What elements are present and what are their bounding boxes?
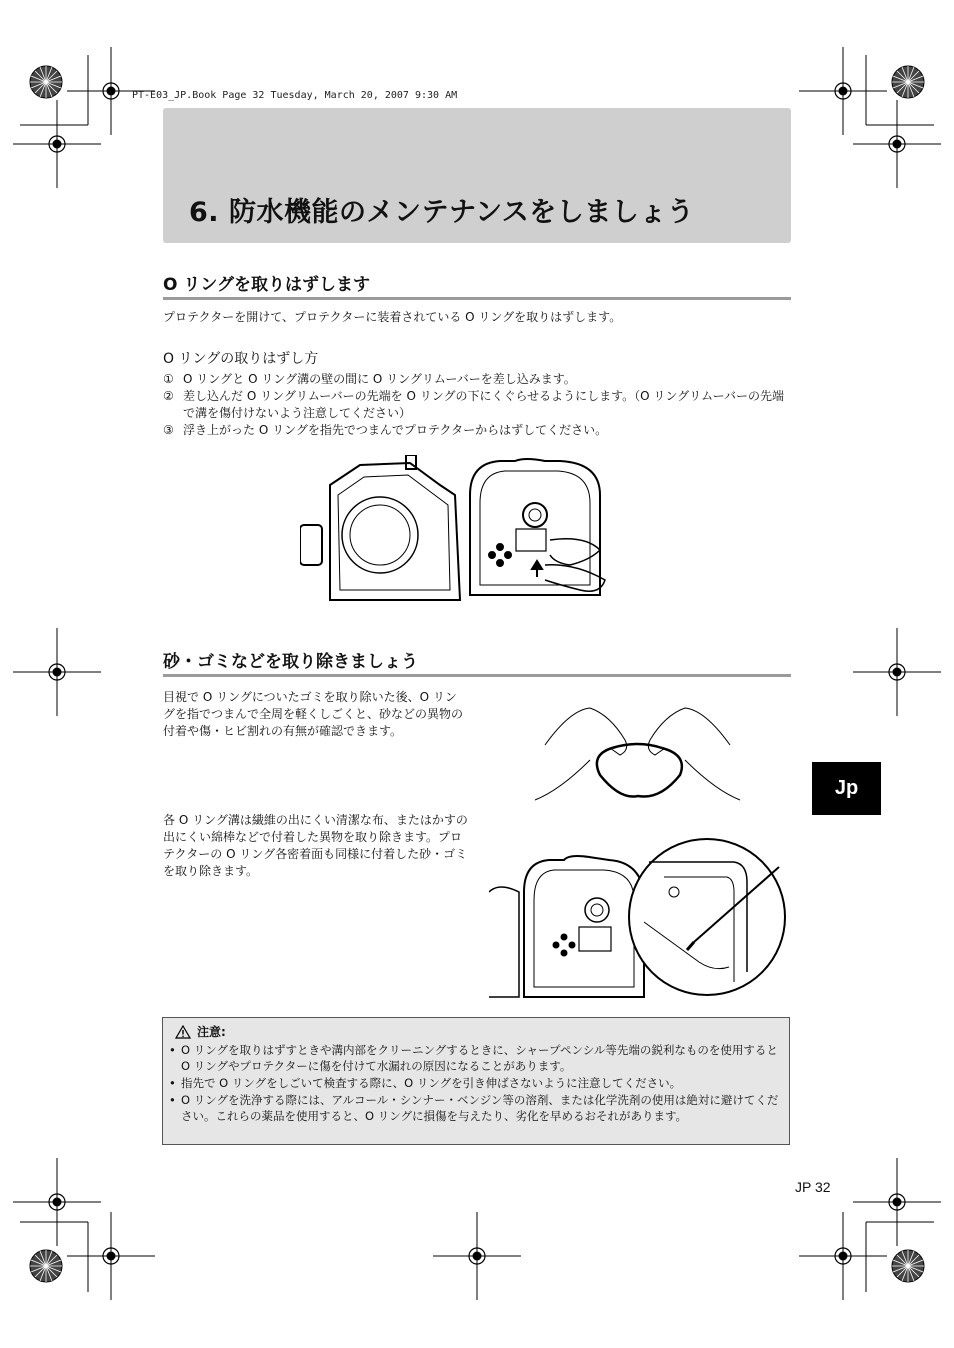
housing-open-illustration xyxy=(300,455,620,613)
subheading-removal-method: O リングの取りはずし方 xyxy=(163,351,319,367)
chapter-title: 6. 防水機能のメンテナンスをしましょう xyxy=(189,197,695,228)
section-heading-remove-oring: O リングを取りはずします xyxy=(163,270,791,300)
step-number: ③ xyxy=(163,423,174,437)
step-text: 浮き上がった O リングを指先でつまんでプロテクターからはずしてください。 xyxy=(183,423,608,437)
caution-title: 注意: xyxy=(197,1025,226,1039)
caution-item: • O リングを洗浄する際には、アルコール・シンナー・ベンジン等の溶剤、または化学洗剤の使用は絶対に避けてください。これらの薬品を使用すると、O リングに損傷を与えたり、劣化を早めるおそれがあります。 xyxy=(169,1092,785,1124)
caution-item: • O リングを取りはずすときや溝内部をクリーニングするときに、シャープペンシル等先端の鋭利なものを使用すると O リングやプロテクターに傷を付けて水漏れの原因になることがあります。 xyxy=(169,1042,785,1074)
clean-paragraph-2: 各 O リング溝は繊維の出にくい清潔な布、またはかすの出にくい綿棒などで付着した異物を取り除きます。プロテクターの O リング各密着面も同様に付着した砂・ゴミを取り除きます。 xyxy=(163,813,468,878)
steps-list xyxy=(163,371,791,439)
chapter-title-box xyxy=(163,108,791,243)
caution-box xyxy=(162,1017,790,1145)
caution-title-row xyxy=(175,1023,226,1040)
section-heading-clean-dust: 砂・ゴミなどを取り除きましょう xyxy=(163,647,791,677)
language-tab: Jp xyxy=(812,762,881,815)
step-number: ② xyxy=(163,389,174,403)
hands-oring-illustration xyxy=(530,700,745,805)
page-number: JP 32 xyxy=(795,1179,831,1195)
step-item xyxy=(163,388,791,422)
section-intro: プロテクターを開けて、プロテクターに装着されている O リングを取りはずします。 xyxy=(163,310,622,324)
caution-item: • 指先で O リングをしごいて検査する際に、O リングを引き伸ばさないように注意してください。 xyxy=(169,1075,785,1091)
step-text: 差し込んだ O リングリムーバーの先端を O リングの下にくぐらせるようにします。（O リングリムーバーの先端で溝を傷付けないよう注意してください） xyxy=(183,389,784,420)
housing-magnified-illustration xyxy=(489,822,789,1000)
caution-list xyxy=(169,1042,785,1125)
step-item xyxy=(163,422,791,439)
step-text: O リングと O リング溝の壁の間に O リングリムーバーを差し込みます。 xyxy=(183,372,576,386)
file-header-line: PT-E03_JP.Book Page 32 Tuesday, March 20, 2007 9:30 AM xyxy=(132,90,458,101)
step-number: ① xyxy=(163,372,174,386)
warning-triangle-icon xyxy=(175,1025,191,1039)
step-item xyxy=(163,371,791,388)
clean-paragraph-1: 目視で O リングについたゴミを取り除いた後、O リングを指でつまんで全周を軽くしごくと、砂などの異物の付着や傷・ヒビ割れの有無が確認できます。 xyxy=(163,690,464,738)
